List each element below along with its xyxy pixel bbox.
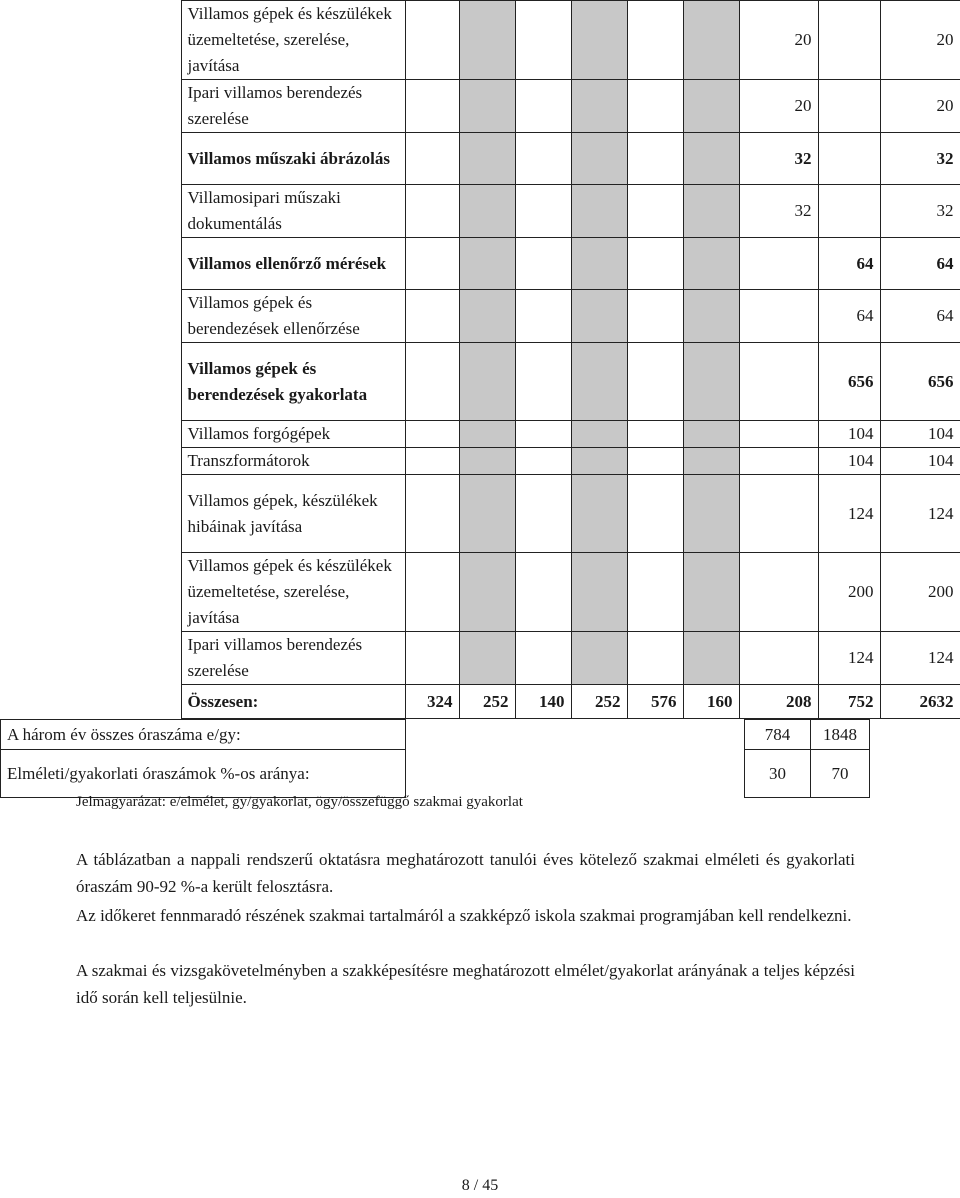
subject-row <box>0 1 960 80</box>
row-blank <box>0 1 181 80</box>
hour-cell <box>818 1 880 80</box>
page-number: 8 / 45 <box>461 1177 499 1194</box>
hour-cell <box>405 553 459 632</box>
hour-cell <box>459 290 515 343</box>
hour-cell: 32 <box>739 133 818 185</box>
subject-row <box>0 421 960 448</box>
total-hours-cell: 64 <box>880 238 960 290</box>
row-blank <box>0 80 181 133</box>
ratio-theory: 30 <box>745 750 811 798</box>
hour-cell <box>405 238 459 290</box>
hour-cell <box>818 185 880 238</box>
three-years-theory: 784 <box>745 720 811 750</box>
hour-cell <box>571 133 627 185</box>
hour-cell <box>818 133 880 185</box>
hour-cell <box>571 343 627 421</box>
hour-cell <box>405 1 459 80</box>
total-cell: 576 <box>627 685 683 719</box>
hour-cell <box>627 133 683 185</box>
hour-cell <box>405 290 459 343</box>
hour-cell <box>683 80 739 133</box>
hour-cell <box>459 238 515 290</box>
subject-name: Villamos gépek és készülékek üzemeltetése, szerelése, javítása <box>181 1 405 80</box>
subject-name: Villamos gépek, készülékek hibáinak javítása <box>181 475 405 553</box>
hour-cell: 64 <box>818 290 880 343</box>
total-hours-cell: 20 <box>880 80 960 133</box>
subject-row <box>0 80 960 133</box>
total-cell: 208 <box>739 685 818 719</box>
hour-cell <box>683 290 739 343</box>
totals-blank <box>0 685 181 719</box>
row-blank <box>0 553 181 632</box>
hour-cell <box>571 632 627 685</box>
subject-name: Villamos gépek és berendezések gyakorlata <box>181 343 405 421</box>
hour-cell <box>459 632 515 685</box>
hour-cell: 64 <box>818 238 880 290</box>
hour-cell <box>405 448 459 475</box>
total-hours-cell: 20 <box>880 1 960 80</box>
row-blank <box>0 290 181 343</box>
hour-cell <box>571 1 627 80</box>
hour-cell <box>739 553 818 632</box>
hour-cell <box>459 185 515 238</box>
subject-row <box>0 632 960 685</box>
legend-text: Jelmagyarázat: e/elmélet, gy/gyakorlat, ögy/összefüggő szakmai gyakorlat <box>76 794 523 810</box>
hour-cell <box>683 133 739 185</box>
subject-name: Ipari villamos berendezés szerelése <box>181 632 405 685</box>
total-hours-cell: 104 <box>880 421 960 448</box>
hour-cell <box>515 133 571 185</box>
paragraph: A szakmai és vizsgakövetelményben a szakképesítésre meghatározott elmélet/gyakorlat arányának a teljes képzési idő során kell teljesülnie. <box>76 961 855 1007</box>
hour-cell <box>683 632 739 685</box>
hour-cell <box>515 343 571 421</box>
total-cell: 324 <box>405 685 459 719</box>
hour-cell: 20 <box>739 80 818 133</box>
hour-cell <box>739 290 818 343</box>
hour-cell <box>739 421 818 448</box>
subject-row <box>0 185 960 238</box>
hour-cell <box>515 448 571 475</box>
hour-cell <box>459 421 515 448</box>
row-blank <box>0 238 181 290</box>
paragraph: A táblázatban a nappali rendszerű oktatásra meghatározott tanulói éves kötelező szakmai elméleti és gyakorlati óraszám 90-92 %-a került felosztásra. <box>76 850 855 896</box>
hour-cell <box>405 133 459 185</box>
hour-cell <box>405 421 459 448</box>
total-hours-cell: 104 <box>880 448 960 475</box>
hour-cell <box>459 475 515 553</box>
subject-name: Villamos forgógépek <box>181 421 405 448</box>
total-hours-cell: 200 <box>880 553 960 632</box>
hour-cell <box>405 632 459 685</box>
three-years-practice: 1848 <box>811 720 870 750</box>
total-hours-cell: 656 <box>880 343 960 421</box>
total-cell: 752 <box>818 685 880 719</box>
hour-cell: 124 <box>818 475 880 553</box>
hour-cell <box>571 80 627 133</box>
hour-cell <box>571 553 627 632</box>
row-blank <box>0 133 181 185</box>
hour-cell <box>515 80 571 133</box>
hour-cell: 32 <box>739 185 818 238</box>
ratio-practice: 70 <box>811 750 870 798</box>
hour-cell: 104 <box>818 421 880 448</box>
hour-cell <box>739 448 818 475</box>
total-cell: 2632 <box>880 685 960 719</box>
hour-cell <box>627 421 683 448</box>
hour-cell <box>405 80 459 133</box>
subject-row <box>0 133 960 185</box>
hour-cell <box>515 185 571 238</box>
hour-cell <box>683 1 739 80</box>
hour-cell <box>459 133 515 185</box>
subject-name: Villamos gépek és berendezések ellenőrzése <box>181 290 405 343</box>
total-cell: 160 <box>683 685 739 719</box>
subject-name: Villamos műszaki ábrázolás <box>181 133 405 185</box>
row-blank <box>0 632 181 685</box>
hour-cell <box>459 1 515 80</box>
row-blank <box>0 185 181 238</box>
three-years-gap <box>406 720 745 750</box>
subject-row <box>0 553 960 632</box>
paragraph: Az időkeret fennmaradó részének szakmai tartalmáról a szakképző iskola szakmai programjában kell rendelkezni. <box>76 906 852 925</box>
hour-cell <box>515 238 571 290</box>
totals-label: Összesen: <box>181 685 405 719</box>
subject-row <box>0 475 960 553</box>
hour-cell <box>683 421 739 448</box>
total-hours-cell: 32 <box>880 133 960 185</box>
ratio-label: Elméleti/gyakorlati óraszámok %-os aránya: <box>1 750 406 798</box>
hour-cell <box>515 475 571 553</box>
hour-cell: 656 <box>818 343 880 421</box>
hour-cell <box>627 448 683 475</box>
hour-cell <box>571 185 627 238</box>
hour-cell: 200 <box>818 553 880 632</box>
hour-cell <box>405 185 459 238</box>
hour-cell <box>683 185 739 238</box>
hour-cell <box>739 238 818 290</box>
hour-cell <box>739 632 818 685</box>
total-cell: 140 <box>515 685 571 719</box>
hour-cell <box>627 80 683 133</box>
three-years-row <box>1 720 870 750</box>
hour-cell <box>683 238 739 290</box>
hour-cell <box>571 448 627 475</box>
total-hours-cell: 124 <box>880 632 960 685</box>
total-cell: 252 <box>571 685 627 719</box>
hour-cell <box>459 448 515 475</box>
hour-cell <box>739 475 818 553</box>
hour-cell <box>571 238 627 290</box>
subject-name: Villamos ellenőrző mérések <box>181 238 405 290</box>
hour-cell <box>739 343 818 421</box>
hour-cell <box>818 80 880 133</box>
hour-cell <box>571 290 627 343</box>
hour-cell <box>627 238 683 290</box>
summary-table <box>0 719 870 798</box>
hour-cell <box>627 475 683 553</box>
hour-cell <box>515 421 571 448</box>
hour-cell <box>571 421 627 448</box>
hour-cell <box>627 290 683 343</box>
hour-cell <box>515 553 571 632</box>
hour-cell <box>459 343 515 421</box>
hour-cell <box>627 553 683 632</box>
row-blank <box>0 448 181 475</box>
hour-cell <box>459 553 515 632</box>
hour-cell <box>405 475 459 553</box>
hour-cell <box>627 343 683 421</box>
subject-row <box>0 238 960 290</box>
hour-cell <box>515 1 571 80</box>
total-cell: 252 <box>459 685 515 719</box>
subject-row <box>0 343 960 421</box>
subject-row <box>0 448 960 475</box>
ratio-row <box>1 750 870 798</box>
totals-row <box>0 685 960 719</box>
row-blank <box>0 421 181 448</box>
ratio-gap <box>406 750 745 798</box>
subject-name: Ipari villamos berendezés szerelése <box>181 80 405 133</box>
hour-cell: 20 <box>739 1 818 80</box>
hour-cell <box>627 1 683 80</box>
hour-cell <box>515 290 571 343</box>
hour-cell <box>683 448 739 475</box>
subject-name: Transzformátorok <box>181 448 405 475</box>
hour-cell <box>459 80 515 133</box>
row-blank <box>0 475 181 553</box>
hour-cell <box>683 343 739 421</box>
total-hours-cell: 32 <box>880 185 960 238</box>
subject-name: Villamos gépek és készülékek üzemeltetése, szerelése, javítása <box>181 553 405 632</box>
hour-cell: 104 <box>818 448 880 475</box>
subject-rows <box>0 1 960 685</box>
hour-cell <box>683 475 739 553</box>
subject-name: Villamosipari műszaki dokumentálás <box>181 185 405 238</box>
hour-cell: 124 <box>818 632 880 685</box>
total-hours-cell: 64 <box>880 290 960 343</box>
hour-cell <box>627 632 683 685</box>
hour-cell <box>405 343 459 421</box>
hour-cell <box>683 553 739 632</box>
hour-cell <box>627 185 683 238</box>
hour-cell <box>571 475 627 553</box>
hour-cell <box>515 632 571 685</box>
row-blank <box>0 343 181 421</box>
three-years-label: A három év összes óraszáma e/gy: <box>1 720 406 750</box>
total-hours-cell: 124 <box>880 475 960 553</box>
subject-row <box>0 290 960 343</box>
